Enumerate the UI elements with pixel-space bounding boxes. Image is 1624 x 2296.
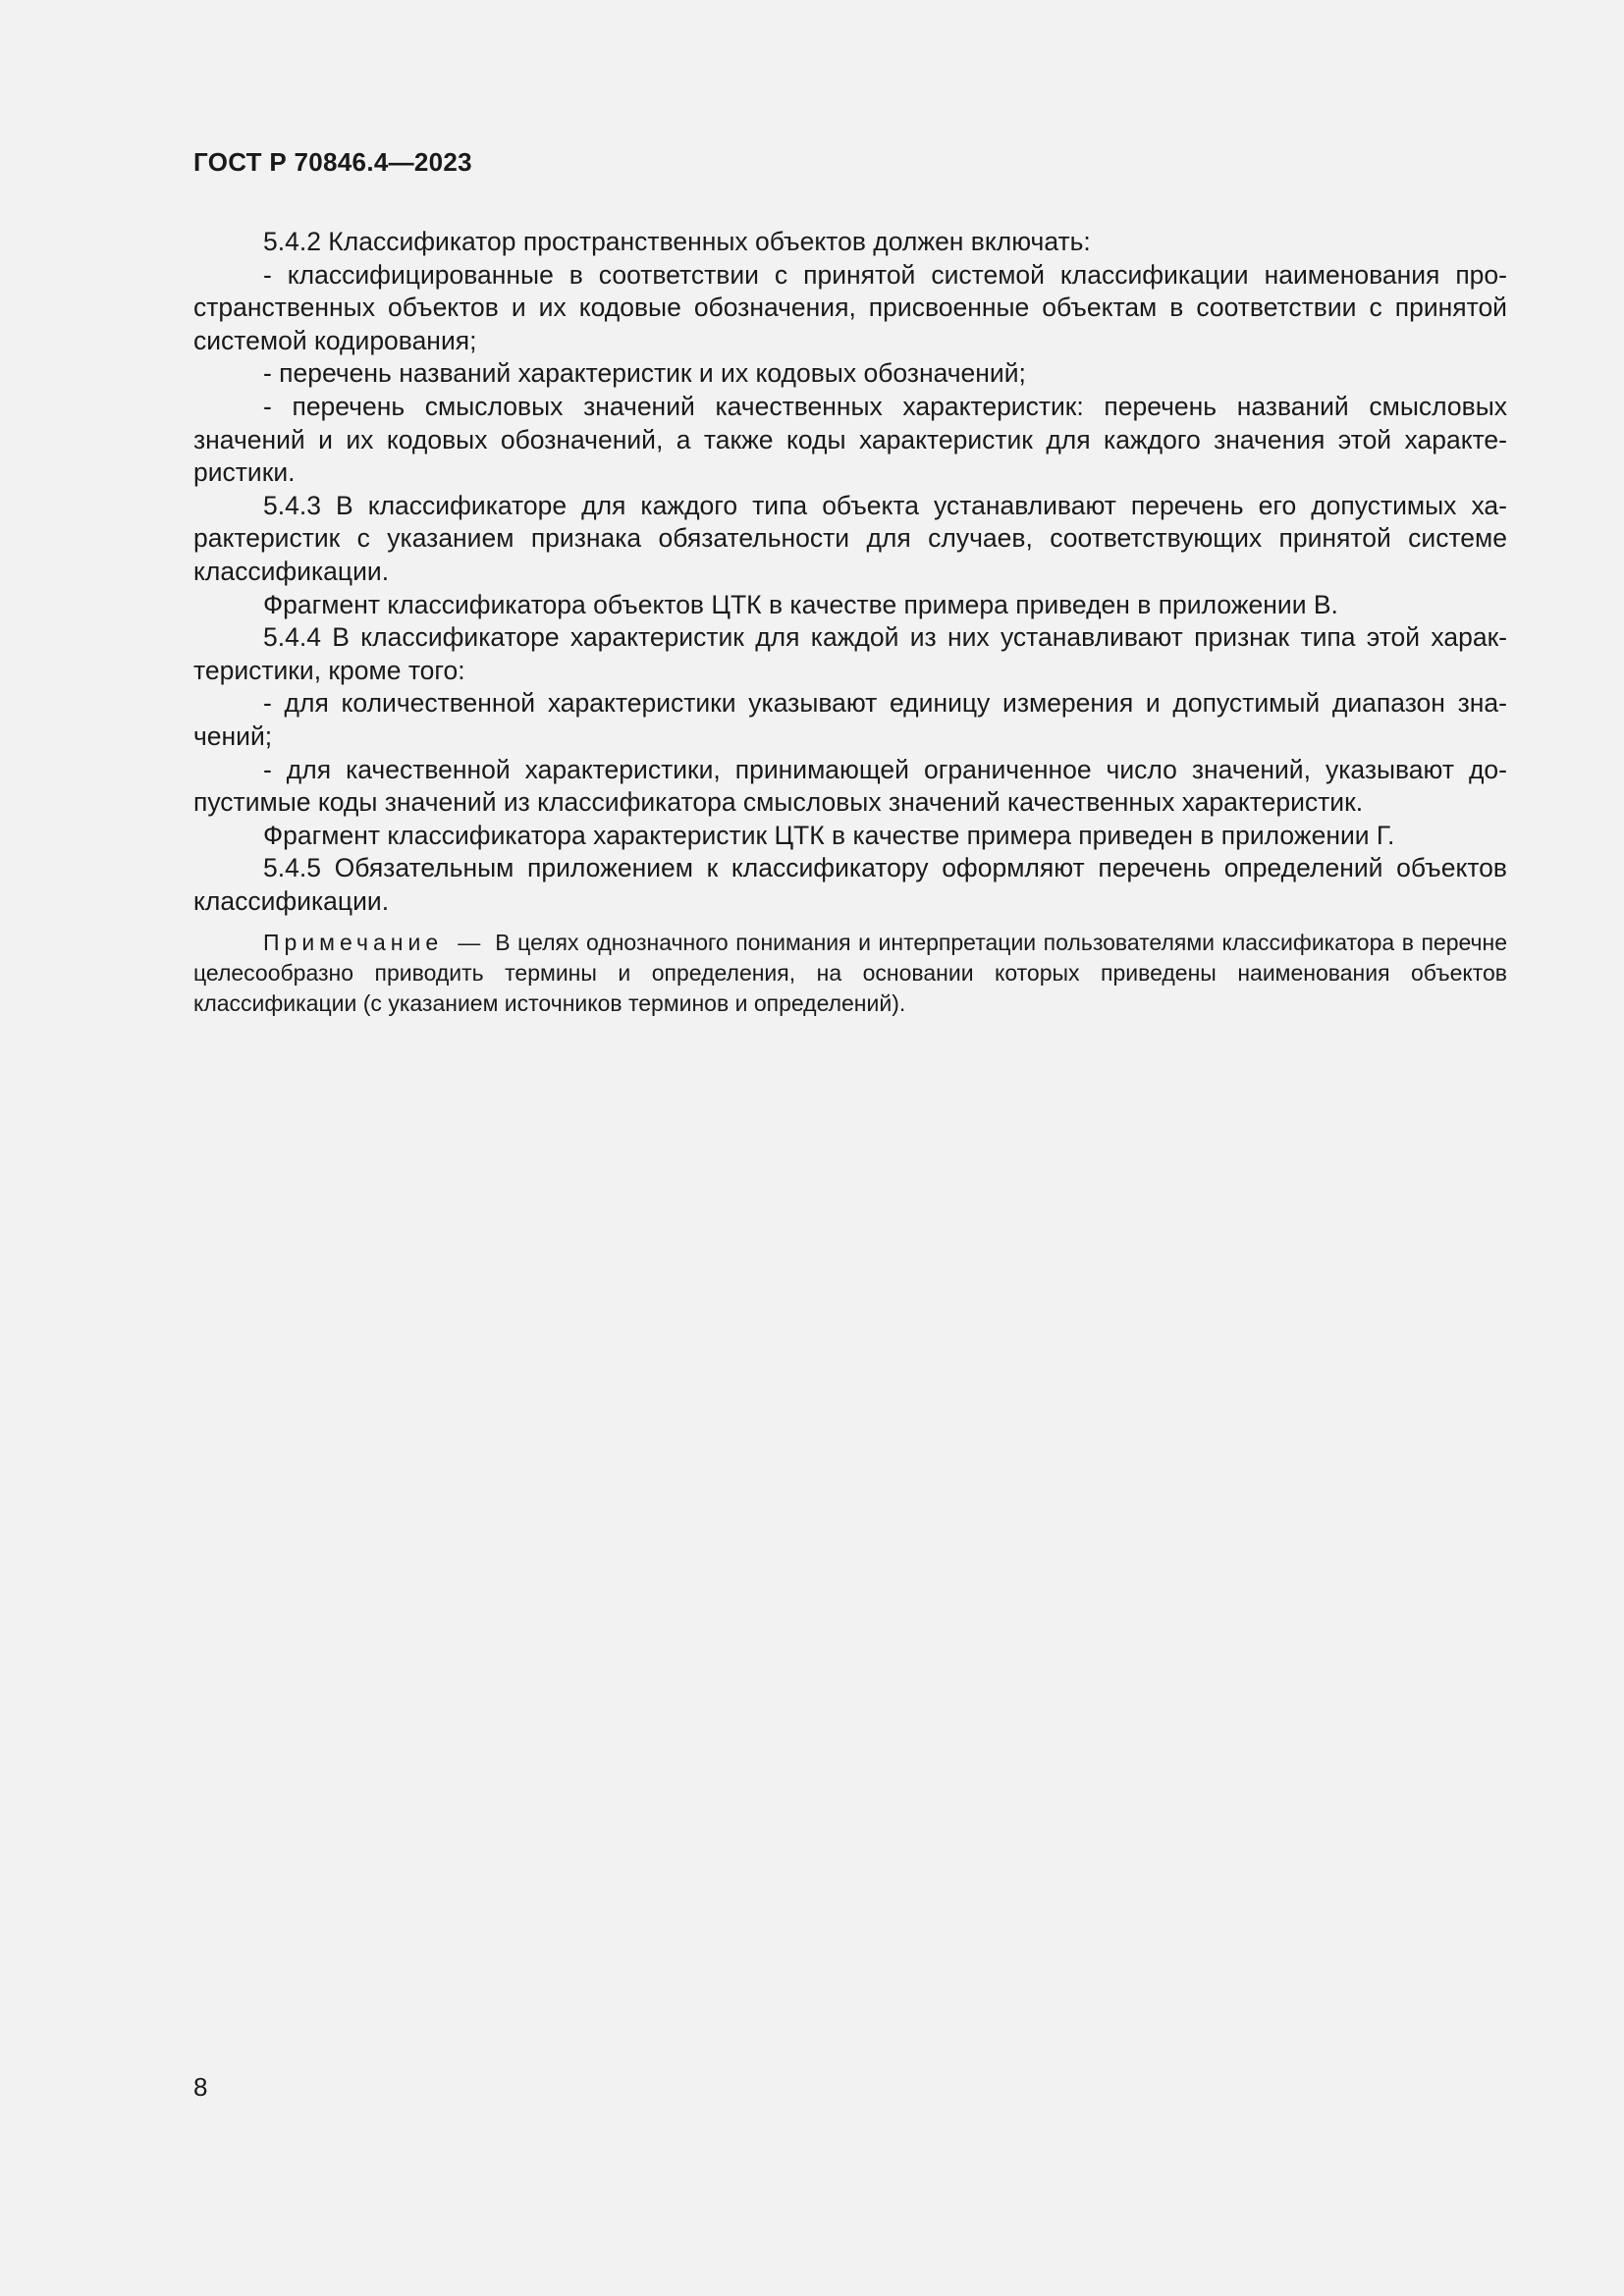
paragraph: 5.4.2 Классификатор пространственных объектов должен включать:	[263, 227, 1091, 256]
note-text: В целях однозначного понимания и интерпретации пользователями классификатора в перечне целесообразно приводить термины и определения, на основании которых приведены наименования объектов классификации (с указанием источников терминов и определений).	[193, 930, 1508, 1017]
paragraph: Фрагмент классификатора характеристик ЦТК в качестве примера приведен в приложении Г.	[263, 820, 1395, 850]
list-item: - перечень смысловых значений качественных характеристик: перечень названий смысловых значений и их кодовых обозначений, а также коды характеристик для каждого значения этой характеристики.	[193, 391, 1507, 488]
document-body	[193, 226, 1507, 1019]
page-header: ГОСТ Р 70846.4—2023	[193, 147, 472, 177]
paragraph: 5.4.5 Обязательным приложением к классификатору оформляют перечень определений объектов классификации.	[193, 853, 1507, 916]
paragraph: 5.4.4 В классификаторе характеристик для каждой из них устанавливают признак типа этой характеристики, кроме того:	[193, 622, 1507, 685]
note-dash: —	[458, 930, 481, 956]
list-item: - для количественной характеристики указывают единицу измерения и допустимый диапазон значений;	[193, 688, 1507, 751]
paragraph: 5.4.3 В классификаторе для каждого типа объекта устанавливают перечень его допустимых характеристик с указанием признака обязательности для случаев, соответствующих принятой системе классификации.	[193, 490, 1507, 586]
list-item: - для качественной характеристики, принимающей ограниченное число значений, указывают допустимые коды значений из классификатора смысловых значений качественных характеристик.	[193, 754, 1507, 818]
note	[193, 928, 1507, 1019]
paragraph: Фрагмент классификатора объектов ЦТК в качестве примера приведен в приложении В.	[263, 589, 1338, 619]
page-number: 8	[193, 2072, 208, 2102]
note-label: Примечание	[263, 930, 444, 956]
list-item: - перечень названий характеристик и их кодовых обозначений;	[263, 358, 1026, 389]
list-item: - классифицированные в соответствии с принятой системой классификации наименования пространственных объектов и их кодовые обозначения, присвоенные объектам в соответствии с принятой системой кодирования;	[193, 259, 1507, 355]
